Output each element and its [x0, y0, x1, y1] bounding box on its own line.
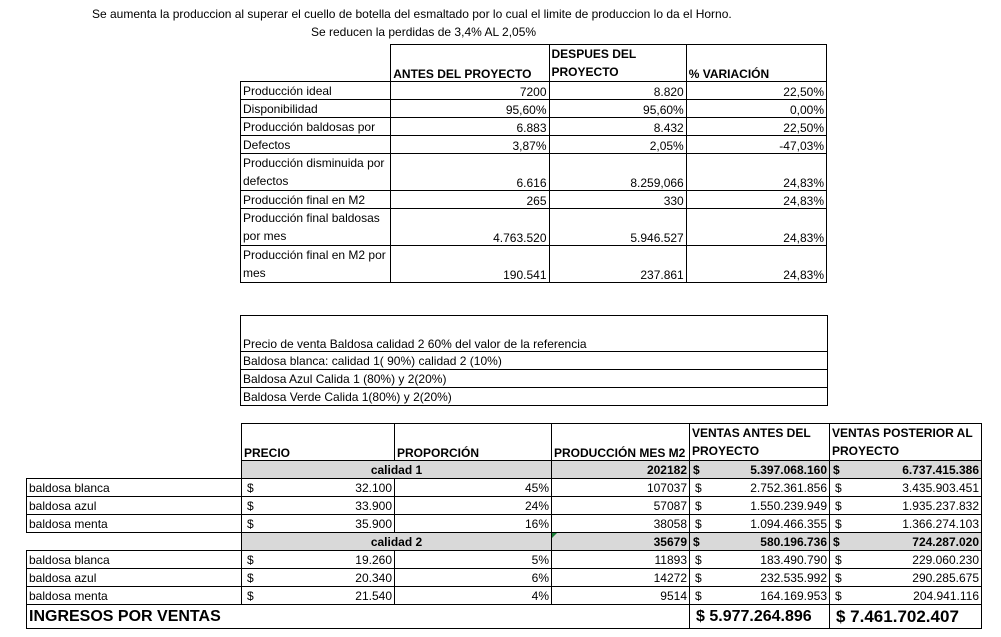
currency-symbol: $: [695, 481, 702, 495]
product-precio: [242, 479, 395, 497]
currency-symbol: $: [833, 535, 840, 549]
value-despues: 8.820: [549, 82, 686, 100]
product-ventas-posterior-value: 229.060.230: [912, 552, 979, 567]
value-antes: 190.541: [391, 246, 549, 283]
quality-ventas-posterior-value: 724.287.020: [912, 534, 979, 549]
quality-ventas-posterior: [830, 533, 982, 551]
product-ventas-antes: [690, 479, 830, 497]
product-precio: [242, 497, 395, 515]
total-label: INGRESOS POR VENTAS: [27, 605, 690, 629]
cell-comment-marker: [552, 533, 557, 538]
product-ventas-posterior-value: 1.935.237.832: [902, 498, 979, 513]
col-header-ventas-antes: VENTAS ANTES DEL PROYECTO: [690, 424, 830, 461]
col-header-antes: ANTES DEL PROYECTO: [391, 45, 549, 82]
quality-subtotal-row: [27, 533, 982, 551]
row-label: Producción ideal: [241, 82, 391, 100]
product-ventas-posterior-value: 204.941.116: [913, 588, 979, 603]
value-variacion: 24,83%: [686, 191, 826, 209]
row-label: Producción final baldosas por mes: [241, 209, 391, 246]
currency-symbol: $: [693, 535, 700, 549]
product-ventas-posterior-value: 290.285.675: [912, 570, 979, 585]
value-variacion: 0,00%: [686, 100, 826, 118]
production-row: [241, 154, 827, 191]
product-row: [27, 551, 982, 569]
value-variacion: 22,50%: [686, 82, 826, 100]
product-name: baldosa azul: [27, 497, 242, 515]
quality-label: calidad 2: [242, 533, 552, 551]
production-row: [241, 246, 827, 283]
product-ventas-antes-value: 1.094.466.355: [750, 516, 827, 531]
quality-ventas-posterior: [830, 461, 982, 479]
col-header-variacion: % VARIACIÓN: [686, 45, 826, 82]
blank-cell: [27, 533, 242, 551]
total-ventas-antes: $ 5.977.264.896: [690, 605, 830, 629]
product-ventas-posterior: [830, 551, 982, 569]
product-proporcion: 16%: [395, 515, 552, 533]
product-precio-value: 21.540: [355, 588, 392, 603]
product-proporcion: 45%: [395, 479, 552, 497]
product-produccion: 9514: [552, 587, 690, 605]
note-baldosa-azul: Baldosa Azul Calida 1 (80%) y 2(20%): [241, 370, 828, 388]
product-row: [27, 497, 982, 515]
product-ventas-posterior-value: 3.435.903.451: [902, 480, 979, 495]
total-row: [27, 605, 982, 629]
product-precio-value: 33.900: [355, 498, 392, 513]
currency-symbol: $: [835, 553, 842, 567]
value-antes: 95,60%: [391, 100, 549, 118]
product-ventas-antes-value: 164.169.953: [760, 588, 827, 603]
production-row: [241, 136, 827, 154]
currency-symbol: $: [247, 553, 254, 567]
row-label: Producción disminuida por defectos: [241, 154, 391, 191]
product-name: baldosa menta: [27, 515, 242, 533]
value-antes: 3,87%: [391, 136, 549, 154]
product-ventas-antes-value: 1.550.239.949: [750, 498, 827, 513]
currency-symbol: $: [693, 463, 700, 477]
product-precio-value: 35.900: [355, 516, 392, 531]
quality-label: calidad 1: [242, 461, 552, 479]
product-ventas-antes: [690, 515, 830, 533]
product-ventas-antes: [690, 497, 830, 515]
product-precio: [242, 587, 395, 605]
product-proporcion: 24%: [395, 497, 552, 515]
product-proporcion: 6%: [395, 569, 552, 587]
product-ventas-antes: [690, 587, 830, 605]
product-ventas-antes-value: 2.752.361.856: [750, 480, 827, 495]
note-baldosa-verde: Baldosa Verde Calida 1(80%) y 2(20%): [241, 388, 828, 406]
product-produccion: 57087: [552, 497, 690, 515]
value-despues: 330: [549, 191, 686, 209]
value-variacion: 24,83%: [686, 246, 826, 283]
sales-table: [26, 423, 982, 629]
currency-symbol: $: [695, 589, 702, 603]
header-line-2: Se reducen la perdidas de 3,4% AL 2,05%: [311, 25, 537, 39]
product-ventas-posterior: [830, 497, 982, 515]
pricing-notes-box: [240, 315, 828, 406]
currency-symbol: $: [835, 499, 842, 513]
product-name: baldosa blanca: [27, 551, 242, 569]
value-antes: 6.616: [391, 154, 549, 191]
row-label: Defectos: [241, 136, 391, 154]
product-ventas-posterior-value: 1.366.274.103: [902, 516, 979, 531]
value-despues: 8.259,066: [549, 154, 686, 191]
currency-symbol: $: [835, 517, 842, 531]
product-row: [27, 569, 982, 587]
col-header-precio: PRECIO: [242, 424, 395, 461]
product-produccion: 11893: [552, 551, 690, 569]
product-proporcion: 5%: [395, 551, 552, 569]
product-precio-value: 19.260: [355, 552, 392, 567]
product-ventas-antes-value: 183.490.790: [760, 552, 827, 567]
header-line-1: Se aumenta la produccion al superar el cuello de botella del esmaltado por lo cual el limite de produccion lo da el Horno.: [92, 7, 732, 21]
product-name: baldosa menta: [27, 587, 242, 605]
currency-symbol: $: [247, 589, 254, 603]
quality-ventas-antes: [690, 533, 830, 551]
quality-ventas-posterior-value: 6.737.415.386: [902, 462, 979, 477]
quality-ventas-antes: [690, 461, 830, 479]
product-produccion: 38058: [552, 515, 690, 533]
value-antes: 6.883: [391, 118, 549, 136]
note-baldosa-blanca: Baldosa blanca: calidad 1( 90%) calidad 2 (10%): [241, 352, 828, 370]
quality-produccion: 202182: [552, 461, 690, 479]
product-ventas-posterior: [830, 479, 982, 497]
production-row: [241, 100, 827, 118]
quality-ventas-antes-value: 5.397.068.160: [750, 462, 827, 477]
quality-subtotal-row: [27, 461, 982, 479]
currency-symbol: $: [247, 517, 254, 531]
currency-symbol: $: [833, 463, 840, 477]
row-label: Producción baldosas por: [241, 118, 391, 136]
quality-produccion: 35679: [552, 533, 690, 551]
production-row: [241, 209, 827, 246]
currency-symbol: $: [695, 517, 702, 531]
production-row: [241, 118, 827, 136]
col-header-despues: DESPUES DEL PROYECTO: [549, 45, 686, 82]
note-price-quality-2: Precio de venta Baldosa calidad 2 60% del valor de la referencia: [241, 316, 828, 352]
product-ventas-posterior: [830, 569, 982, 587]
currency-symbol: $: [835, 571, 842, 585]
product-proporcion: 4%: [395, 587, 552, 605]
col-header-proporcion: PROPORCIÓN: [395, 424, 552, 461]
value-despues: 8.432: [549, 118, 686, 136]
product-ventas-antes: [690, 551, 830, 569]
sales-header-blank: [27, 424, 242, 461]
value-variacion: 24,83%: [686, 209, 826, 246]
product-name: baldosa blanca: [27, 479, 242, 497]
product-precio: [242, 569, 395, 587]
value-antes: 7200: [391, 82, 549, 100]
row-label: Disponibilidad: [241, 100, 391, 118]
currency-symbol: $: [835, 481, 842, 495]
product-name: baldosa azul: [27, 569, 242, 587]
product-precio: [242, 515, 395, 533]
product-row: [27, 587, 982, 605]
value-despues: 95,60%: [549, 100, 686, 118]
value-antes: 4.763.520: [391, 209, 549, 246]
currency-symbol: $: [835, 589, 842, 603]
product-produccion: 107037: [552, 479, 690, 497]
total-ventas-posterior: $ 7.461.702.407: [830, 605, 982, 629]
quality-ventas-antes-value: 580.196.736: [760, 534, 827, 549]
value-variacion: 22,50%: [686, 118, 826, 136]
product-row: [27, 479, 982, 497]
production-row: [241, 82, 827, 100]
value-despues: 5.946.527: [549, 209, 686, 246]
table1-header-blank: [241, 45, 391, 82]
product-precio-value: 20.340: [355, 570, 392, 585]
product-ventas-posterior: [830, 515, 982, 533]
col-header-produccion: PRODUCCIÓN MES M2: [552, 424, 690, 461]
product-precio-value: 32.100: [355, 480, 392, 495]
value-variacion: -47,03%: [686, 136, 826, 154]
product-ventas-antes-value: 232.535.992: [760, 570, 827, 585]
col-header-ventas-posterior: VENTAS POSTERIOR AL PROYECTO: [830, 424, 982, 461]
production-comparison-table: [240, 44, 827, 283]
currency-symbol: $: [695, 499, 702, 513]
product-produccion: 14272: [552, 569, 690, 587]
production-row: [241, 191, 827, 209]
row-label: Producción final en M2: [241, 191, 391, 209]
product-ventas-posterior: [830, 587, 982, 605]
blank-cell: [27, 461, 242, 479]
product-precio: [242, 551, 395, 569]
row-label: Producción final en M2 por mes: [241, 246, 391, 283]
currency-symbol: $: [247, 571, 254, 585]
value-despues: 2,05%: [549, 136, 686, 154]
currency-symbol: $: [247, 499, 254, 513]
currency-symbol: $: [695, 553, 702, 567]
currency-symbol: $: [247, 481, 254, 495]
product-row: [27, 515, 982, 533]
value-antes: 265: [391, 191, 549, 209]
currency-symbol: $: [695, 571, 702, 585]
product-ventas-antes: [690, 569, 830, 587]
value-variacion: 24,83%: [686, 154, 826, 191]
value-despues: 237.861: [549, 246, 686, 283]
